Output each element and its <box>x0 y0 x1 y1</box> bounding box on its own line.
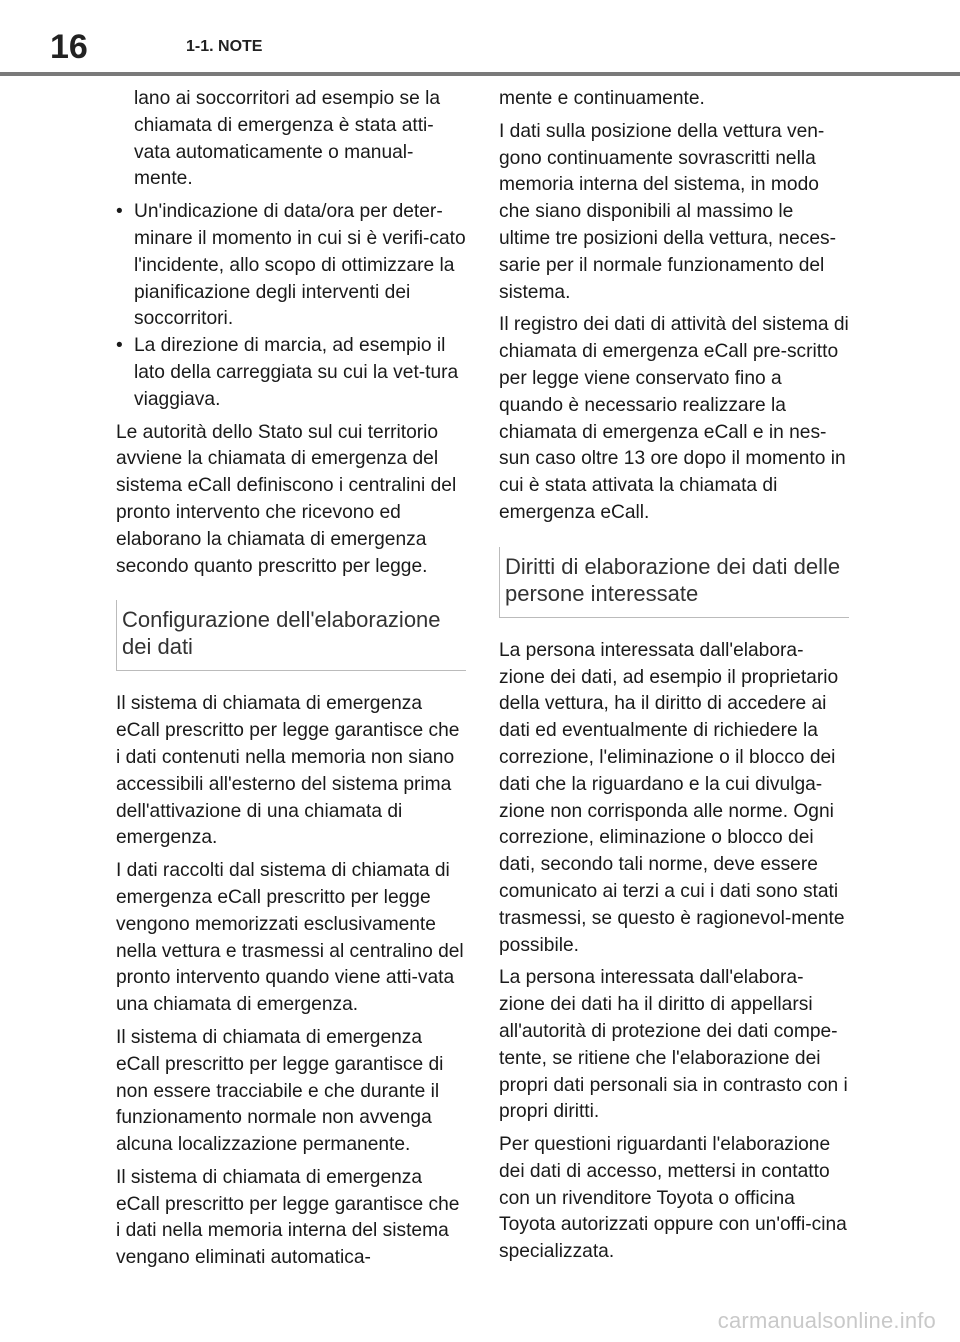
intro-continuation: lano ai soccorritori ad esempio se la chiamata di emergenza è stata atti-vata automaticamente o manual-mente. <box>134 88 441 190</box>
page-header <box>0 0 960 80</box>
left-column <box>116 86 466 1278</box>
bullet-dot-icon: • <box>116 201 123 223</box>
section-label: 1-1. NOTE <box>186 38 263 55</box>
bullet-item <box>116 199 466 333</box>
paragraph: Il registro dei dati di attività del sistema di chiamata di emergenza eCall pre-scritto per legge viene conservato fino a quando è necessario realizzare la chiamata di emergenza eCall e in nes-sun caso oltre 13 ore dopo il momento in cui è stata attivata la chiamata di emergenza eCall. <box>499 314 849 523</box>
bullet-dot-icon: • <box>116 335 123 357</box>
paragraph-authorities: Le autorità dello Stato sul cui territorio avviene la chiamata di emergenza del sistema eCall definiscono i centralini del pronto intervento che ricevono ed elaborano la chiamata di emergenza secondo quanto prescritto per legge. <box>116 421 457 577</box>
paragraph: I dati sulla posizione della vettura ven-gono continuamente sovrascritti nella memoria interna del sistema, in modo che siano disponibili al massimo le ultime tre posizioni della vettura, neces-sarie per il normale funzionamento del sistema. <box>499 120 837 303</box>
bullet-item <box>116 333 466 413</box>
paragraph: mente e continuamente. <box>499 88 705 109</box>
bullet-text: Un'indicazione di data/ora per deter-minare il momento in cui si è verifi-cato l'incidente, allo scopo di ottimizzare la pianificazione degli interventi dei soccorritori. <box>134 201 466 330</box>
header-divider <box>0 72 960 76</box>
watermark-link[interactable]: carmanualsonline.info <box>717 1308 936 1333</box>
section-heading-rights: Diritti di elaborazione dei dati delle persone interessate <box>499 547 849 618</box>
paragraph: Per questioni riguardanti l'elaborazione dei dati di accesso, mettersi in contatto con un rivenditore Toyota o officina Toyota autorizzati oppure con un'offi-cina specializzata. <box>499 1134 847 1263</box>
section-heading-configuration: Configurazione dell'elaborazione dei dati <box>116 600 466 671</box>
paragraph: La persona interessata dall'elabora-zione dei dati ha il diritto di appellarsi all'autorità di protezione dei dati compe-tente, se ritiene che l'elaborazione dei propri dati personali sia in contrasto con i propri diritti. <box>499 967 848 1123</box>
right-column <box>499 86 849 1272</box>
paragraph: Il sistema di chiamata di emergenza eCall prescritto per legge garantisce che i dati nella memoria interna del sistema vengano eliminati automatica- <box>116 1166 460 1269</box>
paragraph: I dati raccolti dal sistema di chiamata di emergenza eCall prescritto per legge vengono memorizzati esclusivamente nella vettura e trasmessi al centralino del pronto intervento quando viene atti-vata una chiamata di emergenza. <box>116 860 464 1016</box>
bullet-text: La direzione di marcia, ad esempio il lato della carreggiata su cui la vet-tura viaggiava. <box>134 335 459 410</box>
paragraph: Il sistema di chiamata di emergenza eCall prescritto per legge garantisce che i dati contenuti nella memoria non siano accessibili all'esterno del sistema prima dell'attivazione di una chiamata di emergenza. <box>116 693 460 849</box>
page-number: 16 <box>50 28 88 66</box>
paragraph: Il sistema di chiamata di emergenza eCall prescritto per legge garantisce di non essere tracciabile e che durante il funzionamento normale non avvenga alcuna localizzazione permanente. <box>116 1026 444 1156</box>
paragraph: La persona interessata dall'elabora-zione dei dati, ad esempio il proprietario della vettura, ha il diritto di accedere ai dati ed eventualmente di richiedere la correzione, l'eliminazione o il blocco dei dati che la riguardano e la cui divulga-zione non corrisponda alle norme. Ogni correzione, eliminazione o blocco dei dati, secondo tali norme, deve essere comunicato ai terzi a cui i dati sono stati trasmessi, se questo è ragionevol-mente possibile. <box>499 639 845 956</box>
